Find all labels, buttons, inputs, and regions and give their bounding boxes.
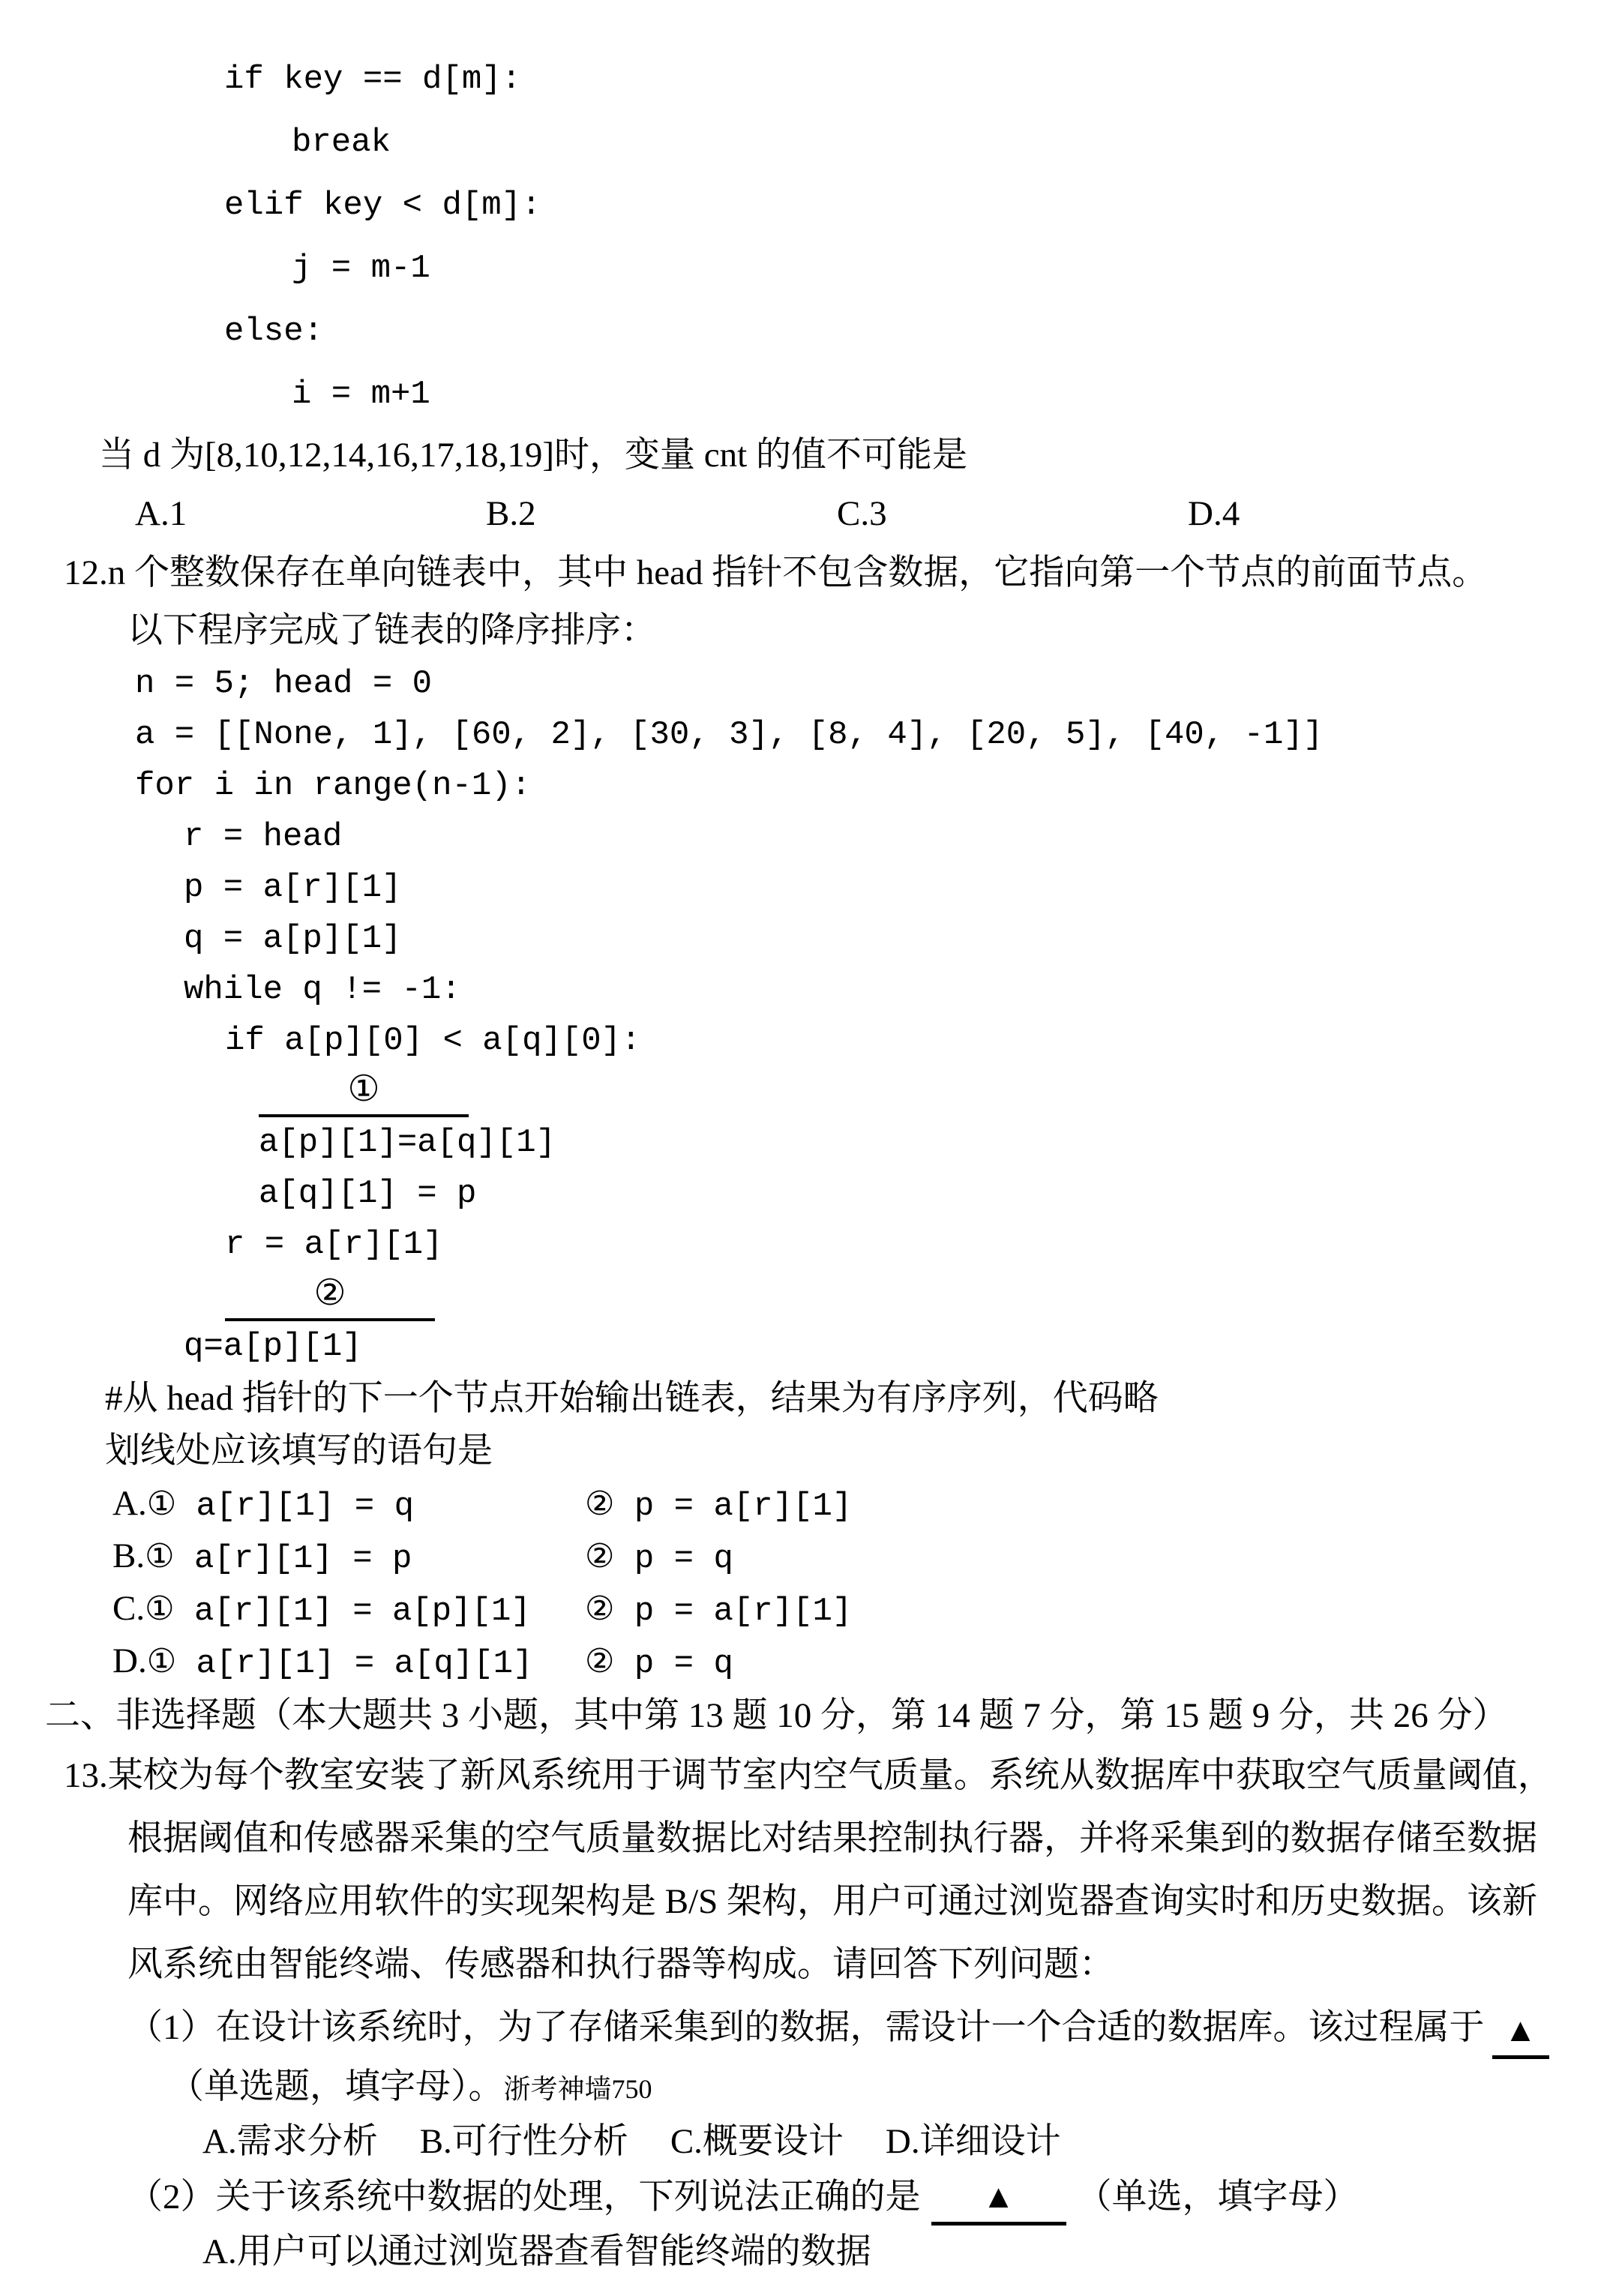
option-code-first: ① a[r][1] = a[p][1] bbox=[145, 1593, 531, 1630]
code-line bbox=[135, 709, 1604, 760]
q12-code-block bbox=[0, 658, 1604, 1372]
code-line bbox=[184, 913, 1604, 964]
option-letter: B. bbox=[112, 1536, 145, 1575]
q11-options-row bbox=[135, 484, 1604, 543]
option-item: A.1 bbox=[135, 494, 187, 533]
option-code-first: ① a[r][1] = p bbox=[145, 1540, 412, 1578]
option-item: B.可行性分析 bbox=[419, 2122, 628, 2161]
option-code-second: ② p = a[r][1] bbox=[585, 1593, 853, 1630]
q13-part2-suffix: （单选，填字母） bbox=[1076, 2178, 1359, 2217]
answer-blank: ▲ bbox=[1492, 2006, 1549, 2059]
section2-header: 二、非选择题（本大题共 3 小题，其中第 13 题 10 分，第 14 题 7 分，第 15 题 9 分，共 26 分） bbox=[45, 1696, 1508, 1735]
code-line bbox=[135, 760, 1604, 811]
code-text: for i in range(n-1): bbox=[135, 767, 532, 805]
q11-stem: 当 d 为[8,10,12,14,16,17,18,19]时，变量 cnt 的值不可能是 bbox=[99, 436, 967, 475]
option-code-first: ① a[r][1] = a[q][1] bbox=[146, 1645, 533, 1683]
q12-intro: 以下程序完成了链表的降序排序： bbox=[127, 611, 656, 650]
paragraph-line: 库中。网络应用软件的实现架构是 B/S 架构，用户可通过浏览器查询实时和历史数据。该新 bbox=[127, 1882, 1538, 1921]
blank-underline: ② bbox=[225, 1273, 435, 1321]
option-code-second: ② p = q bbox=[585, 1645, 733, 1683]
q12-options-list bbox=[0, 1477, 1604, 1687]
option-code-first: ① a[r][1] = q bbox=[146, 1488, 414, 1525]
answer-blank: ▲ bbox=[931, 2172, 1066, 2226]
code-text: if a[p][0] < a[q][0]: bbox=[225, 1022, 641, 1060]
option-item: C.3 bbox=[837, 494, 887, 533]
code-line bbox=[225, 1015, 1604, 1066]
q13-part2-optionA: A.用户可以通过浏览器查看智能终端的数据 bbox=[202, 2232, 871, 2271]
code-line bbox=[184, 964, 1604, 1015]
q11-code-block bbox=[0, 48, 1604, 426]
option-item: D.4 bbox=[1188, 494, 1240, 533]
q12-stem: 12.n 个整数保存在单向链表中，其中 head 指针不包含数据，它指向第一个节点的前面节点。 bbox=[64, 553, 1488, 592]
q12-comment: #从 head 指针的下一个节点开始输出链表，结果为有序序列，代码略 bbox=[105, 1379, 1159, 1418]
q13-part2-text: （2）关于该系统中数据的处理，下列说法正确的是 bbox=[127, 2178, 921, 2217]
code-line bbox=[184, 862, 1604, 913]
option-row bbox=[112, 1477, 1604, 1530]
code-line bbox=[259, 1168, 1604, 1219]
q13-part1-line bbox=[127, 1996, 1604, 2059]
code-text: r = head bbox=[184, 818, 343, 856]
option-letter: A. bbox=[112, 1484, 147, 1523]
option-code-second: ② p = a[r][1] bbox=[585, 1488, 853, 1525]
code-line bbox=[184, 1321, 1604, 1372]
code-line bbox=[259, 1066, 1604, 1117]
option-item: A.需求分析 bbox=[202, 2122, 378, 2161]
code-text: while q != -1: bbox=[184, 971, 461, 1009]
code-line bbox=[292, 363, 1604, 426]
code-line bbox=[135, 658, 1604, 709]
code-text: a = [[None, 1], [60, 2], [30, 3], [8, 4], [20, 5], [40, -1]] bbox=[135, 716, 1324, 754]
code-line bbox=[292, 237, 1604, 300]
q13-stem-continued bbox=[0, 1807, 1604, 1996]
code-text: elif key < d[m]: bbox=[224, 187, 541, 224]
option-item: D.详细设计 bbox=[885, 2122, 1061, 2161]
option-item: B.2 bbox=[486, 494, 536, 533]
option-code-second: ② p = q bbox=[585, 1540, 733, 1578]
code-text: a[p][1]=a[q][1] bbox=[259, 1124, 556, 1161]
watermark-text: 浙考神墙750 bbox=[503, 2074, 652, 2104]
code-line bbox=[259, 1117, 1604, 1168]
option-letter: C. bbox=[112, 1589, 145, 1628]
q13-part1-options-row bbox=[202, 2115, 1604, 2169]
code-text: r = a[r][1] bbox=[225, 1226, 443, 1263]
code-text: else: bbox=[224, 313, 324, 350]
code-text: q = a[p][1] bbox=[184, 920, 402, 958]
code-text: p = a[r][1] bbox=[184, 869, 402, 907]
option-row bbox=[112, 1635, 1604, 1687]
code-line bbox=[224, 174, 1604, 237]
code-text: i = m+1 bbox=[292, 376, 430, 413]
option-row bbox=[112, 1530, 1604, 1582]
code-line bbox=[224, 48, 1604, 111]
code-text: n = 5; head = 0 bbox=[135, 665, 433, 703]
option-item: C.概要设计 bbox=[670, 2122, 844, 2161]
blank-underline: ① bbox=[259, 1069, 469, 1117]
q12-prompt: 划线处应该填写的语句是 bbox=[105, 1431, 493, 1470]
code-line bbox=[184, 811, 1604, 862]
q13-part1-note bbox=[169, 2059, 1604, 2115]
q13-part1-text: （1）在设计该系统时，为了存储采集到的数据，需设计一个合适的数据库。该过程属于 bbox=[127, 2008, 1485, 2047]
q13-part2-line bbox=[127, 2169, 1604, 2226]
code-line bbox=[292, 111, 1604, 174]
paragraph-line: 根据阈值和传感器采集的空气质量数据比对结果控制执行器，并将采集到的数据存储至数据 bbox=[127, 1819, 1537, 1858]
code-text: q=a[p][1] bbox=[184, 1328, 362, 1365]
option-letter: D. bbox=[112, 1641, 147, 1680]
code-text: a[q][1] = p bbox=[259, 1175, 477, 1212]
code-line bbox=[225, 1270, 1604, 1321]
q13-stem-line: 13.某校为每个教室安装了新风系统用于调节室内空气质量。系统从数据库中获取空气质量阈值， bbox=[64, 1756, 1553, 1795]
code-line bbox=[225, 1219, 1604, 1270]
code-text: j = m-1 bbox=[292, 250, 430, 287]
code-text: break bbox=[292, 124, 391, 161]
code-text: if key == d[m]: bbox=[224, 61, 522, 98]
option-row bbox=[112, 1582, 1604, 1635]
paragraph-line: 风系统由智能终端、传感器和执行器等构成。请回答下列问题： bbox=[127, 1945, 1114, 1984]
code-line bbox=[224, 300, 1604, 363]
q13-part1-note-text: （单选题，填字母）。 bbox=[169, 2067, 504, 2106]
